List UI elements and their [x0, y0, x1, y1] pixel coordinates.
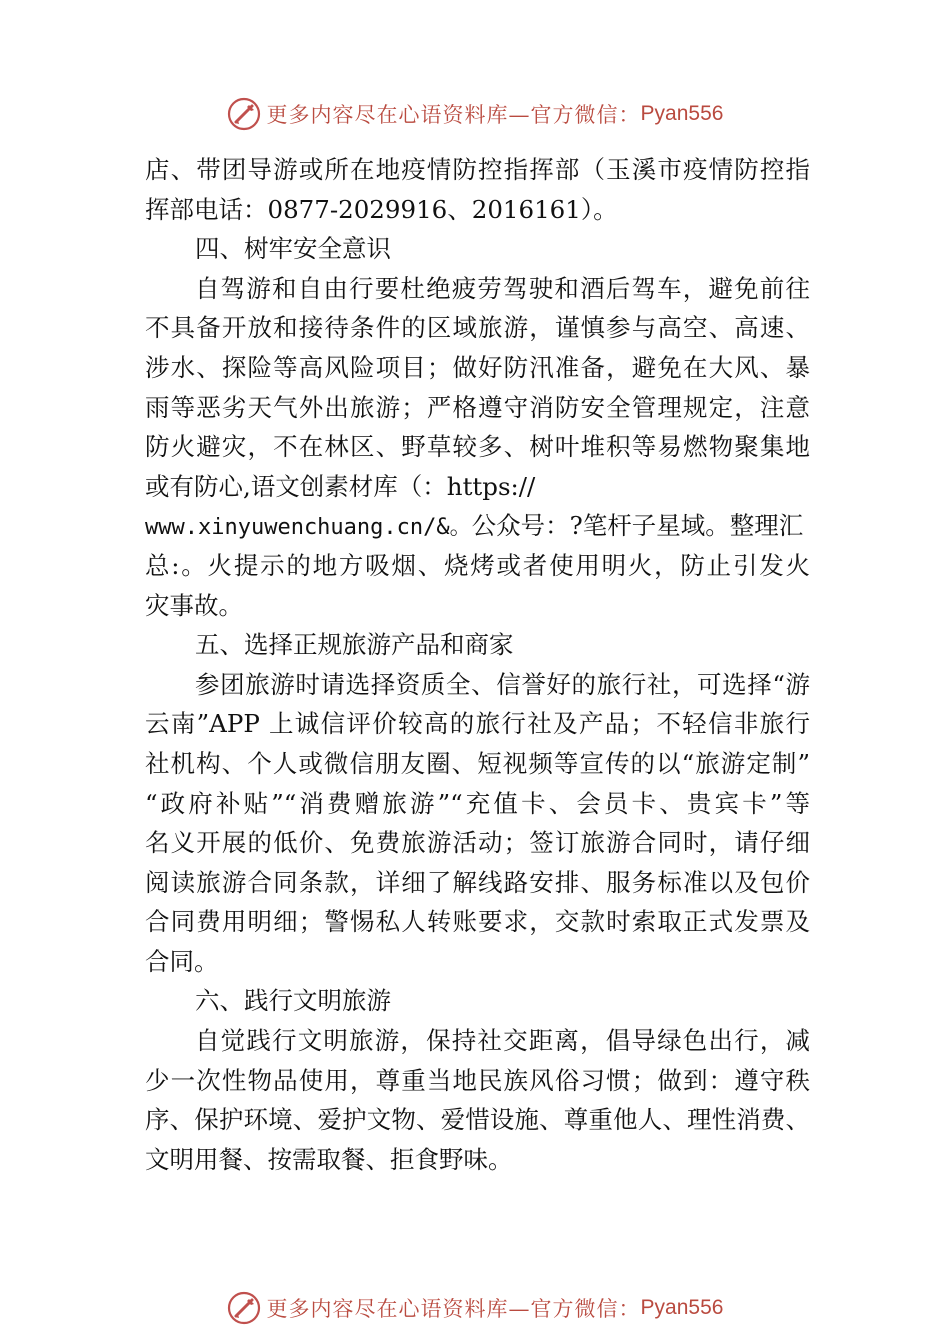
footer-watermark-text: 更多内容尽在心语资料库—官方微信： — [266, 1297, 641, 1321]
body-line: 涉水、探险等高风险项目；做好防汛准备，避免在大风、暴 — [145, 352, 810, 382]
body-line: 店、带团导游或所在地疫情防控指挥部（玉溪市疫情防控指 — [145, 155, 810, 184]
body-line-url — [145, 506, 810, 546]
body-line: 自驾游和自由行要杜绝疲劳驾驶和酒后驾车，避免前往 — [195, 273, 810, 303]
body-line: 序、保护环境、爱护文物、爱惜设施、尊重他人、理性消费、 — [145, 1105, 810, 1135]
body-line: 合同。 — [145, 946, 219, 976]
body-line: 总:。火提示的地方吸烟、烧烤或者使用明火，防止引发火 — [145, 550, 810, 580]
section-heading-6: 六、践行文明旅游 — [195, 986, 391, 1016]
watermark-logo-icon — [227, 1291, 261, 1325]
body-line: 阅读旅游合同条款，详细了解线路安排、服务标准以及包价 — [145, 867, 810, 897]
body-line: 社机构、个人或微信朋友圈、短视频等宣传的以“旅游定制” — [145, 748, 810, 778]
header-watermark-text: 更多内容尽在心语资料库—官方微信： — [266, 103, 641, 127]
url-text: www.xinyuwenchuang.cn/&。 — [145, 515, 472, 541]
body-line: 防火避灾，不在林区、野草较多、树叶堆积等易燃物聚集地 — [145, 432, 810, 462]
body-line: 名义开展的低价、免费旅游活动；签订旅游合同时，请仔细 — [145, 828, 810, 858]
document-body — [145, 150, 810, 1179]
body-line: 文明用餐、按需取餐、拒食野味。 — [145, 1144, 513, 1174]
header-watermark-code: Pyan556 — [640, 102, 724, 125]
watermark-logo-icon — [227, 97, 261, 131]
body-line: 参团旅游时请选择资质全、信誉好的旅行社，可选择“游 — [195, 669, 810, 699]
footer-watermark — [0, 1288, 950, 1328]
body-line: 自觉践行文明旅游，保持社交距离，倡导绿色出行，减 — [195, 1026, 810, 1056]
section-heading-5: 五、选择正规旅游产品和商家 — [195, 630, 514, 660]
section-heading-4: 四、树牢安全意识 — [195, 234, 391, 264]
body-line: 雨等恶劣天气外出旅游；严格遵守消防安全管理规定，注意 — [145, 392, 810, 422]
footer-watermark-code: Pyan556 — [640, 1296, 724, 1319]
body-line: 不具备开放和接待条件的区域旅游，谨慎参与高空、高速、 — [145, 313, 810, 343]
body-line: 灾事故。 — [145, 590, 243, 620]
body-line: 云南”APP 上诚信评价较高的旅行社及产品；不轻信非旅行 — [145, 709, 810, 739]
body-line-tail: 公众号：?笔杆子星域。整理汇 — [471, 511, 804, 541]
body-line: 少一次性物品使用，尊重当地民族风俗习惯；做到：遵守秩 — [145, 1065, 810, 1095]
header-watermark — [0, 94, 950, 134]
body-line: 合同费用明细；警惕私人转账要求，交款时索取正式发票及 — [145, 907, 810, 937]
body-line: “政府补贴”“消费赠旅游”“充值卡、会员卡、贵宾卡”等 — [145, 788, 810, 818]
body-line: 挥部电话：0877-2029916、2016161）。 — [145, 194, 618, 224]
body-line: 或有防心,语文创素材库（：https:// — [145, 471, 536, 501]
